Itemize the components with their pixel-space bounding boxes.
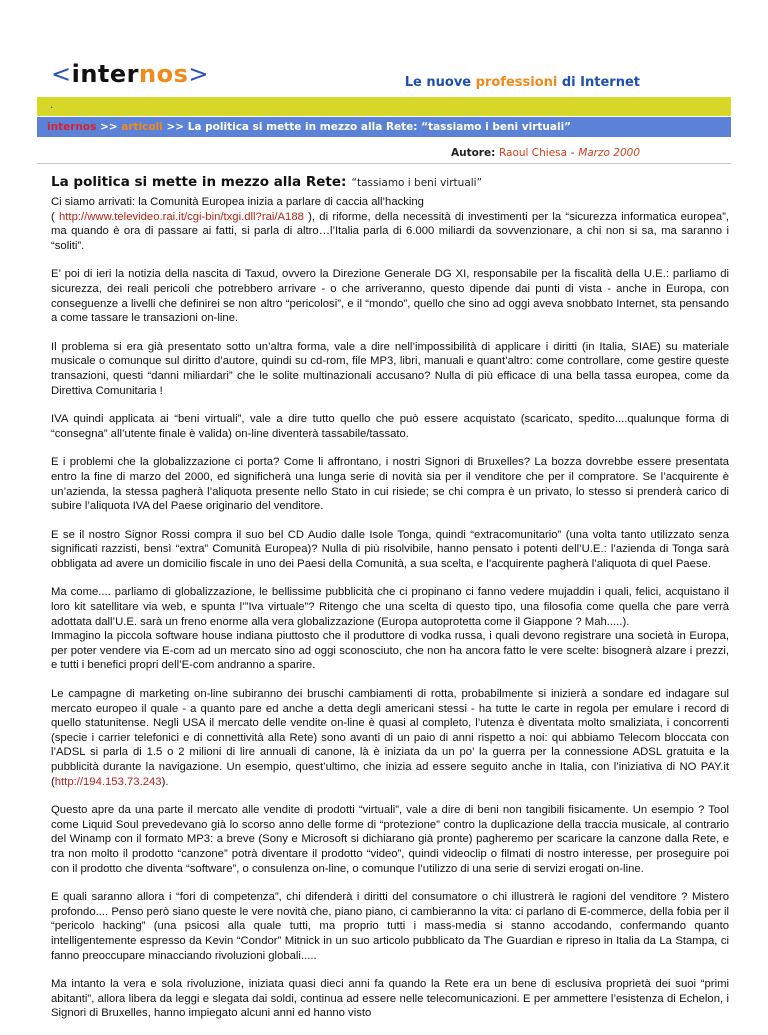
paragraph-text: ). <box>161 775 169 788</box>
paragraph-text: Ci siamo arrivati: la Comunità Europea inizia a parlare di caccia all’hacking <box>51 196 424 208</box>
paragraph-text: Immagino la piccola software house indiana piuttosto che il produttore di vodka russa, i quali devono registrare una società in Europa, per poter vendere via E-com ad un mercato sino ad oggi sconosciuto, che non ha ancora fatto le vere scelte: bisognerà alzare i prezzi, e tutti i benefici propri dell’E-com andranno a sparire. <box>51 630 729 672</box>
article-date: Marzo 2000 <box>578 147 640 159</box>
logo-part-nos: nos <box>139 60 189 88</box>
tagline-word: professioni <box>475 75 558 90</box>
logo-close-bracket: > <box>188 60 209 88</box>
paragraph <box>51 687 729 789</box>
tagline-word: Le <box>404 75 422 90</box>
breadcrumb <box>37 117 731 137</box>
breadcrumb-separator: >> <box>100 121 118 133</box>
author-line <box>451 147 640 159</box>
site-tagline <box>405 75 640 90</box>
paragraph-text: ), di riforme, della necessità di investimenti per la “sicurezza informatica europea”, ma quando è ora di passare ai fatti, si parla di altro…l’Italia parla di 6.000 miliardi da sovvenzionare, a chi non si sa, ma saranno i “soliti”. <box>51 210 729 252</box>
article-body <box>51 195 729 1035</box>
header-bar <box>37 97 731 116</box>
paragraph: E’ poi di ieri la notizia della nascita di Taxud, ovvero la Direzione Generale DG XI, responsabile per la fiscalità della U.E.: parliamo di sicurezza, dei reali pericoli che potrebbero arrivare - o che arriveranno, questo dipende dai punti di vista - anche in Europa, con conseguenze a livelli che definirei se non altro “pericolosi”, e il “mondo”, quello che sino ad oggi aveva snobbato Internet, sta pensando a come tassare le transazioni on-line. <box>51 268 729 325</box>
paragraph <box>51 585 729 673</box>
author-name: Raoul Chiesa <box>498 147 568 159</box>
breadcrumb-separator: >> <box>166 121 185 133</box>
author-label: Autore: <box>450 147 496 159</box>
article-title-main: La politica si mette in mezzo alla Rete: <box>51 174 347 190</box>
paragraph: Questo apre da una parte il mercato alle vendite di prodotti “virtuali”, vale a dire di beni non tangibili fisicamente. Un esempio ? Tool come Liquid Soul prevedevano già lo scorso anno delle forme di “protezione” contro la duplicazione della traccia musicale, al contrario del Winamp con il formato MP3: a breve (Sony e Microsoft si dichiarano già pronte) pagheremo per scaricare la canzone dalla Rete, e tra non molto il prodotto “canzone” potrà diventare il prodotto “video”, quindi videoclip o filmati di nostro interesse, per proseguire poi con il prodotto che diventa “software”, o consulenza on-line, o comunque l’utilizzo di una serie di servizi erogati on-line. <box>51 804 729 875</box>
logo-open-bracket: < <box>51 60 72 88</box>
paragraph-text: Le campagne di marketing on-line subiranno dei bruschi cambiamenti di rotta, probabilmente si inizierà a sondare ed indagare sul mercato europeo il quale - a quanto pare ed anche a detta degli americani stessi - ha tutte le carte in regola per emulare i record di quello statunitense. Negli USA il mercato delle vendite on-line è quasi al completo, l’utenza è diventata molto smaliziata, i concorrenti (specie i carrier telefonici e di connettività alla Rete) sono avanti di un paio di anni rispetto a noi: qui abbiamo Telecom bloccata con l’ADSL si parla di 1.5 o 2 milioni di lire annuali di canone, là è iniziata da un po’ la guerra per la connessione ADSL gratuita e la pubblicità durante la navigazione. Un esempio, quest’ultimo, che inizia ad essere seguito anche in Italia, con l’iniziativa di NO PAY.it ( <box>51 688 729 788</box>
logo-part-inter: inter <box>71 60 140 88</box>
tagline-word: nuove <box>426 75 472 90</box>
author-separator: - <box>570 147 575 159</box>
breadcrumb-home-link[interactable]: internos <box>47 121 97 133</box>
tagline-word: di <box>561 75 576 90</box>
televideo-link[interactable]: http://www.televideo.rai.it/cgi-bin/txgi.dll?rai/A188 <box>59 210 304 223</box>
paragraph: E quali saranno allora i “fori di competenza”, chi difenderà i diritti del consumatore o chi illustrerà le ragioni del venditore ? Mistero profondo.... Penso però siano queste le vere novità che, piano piano, ci cambieranno la vita: ci parlano di E-commerce, della fobia per il “pericolo hacking” (una psicosi alla quale tutti, ma proprio tutti i mass-media si stanno accodando, confermando quanto intelligentemente espresso da Kevin “Condor” Mitnick in un suo articolo pubblicato da The Guardian e ripreso in Italia da La Stampa, ci fanno preoccupare minacciando rivoluzioni globali..... <box>51 891 729 962</box>
tagline-word: Internet <box>580 75 640 90</box>
paragraph: Ma intanto la vera e sola rivoluzione, iniziata quasi dieci anni fa quando la Rete era un bene di esclusiva proprietà dei suoi “primi abitanti”, allora libera da leggi e slegata dai soldi, continua ad essere nelle telecomunicazioni. E per ammettere l’esistenza di Echelon, i Signori di Bruxelles, hanno impiegato alcuni anni ed hanno visto <box>51 978 729 1020</box>
paragraph: E i problemi che la globalizzazione ci porta? Come li affrontano, i nostri Signori di Bruxelles? La bozza dovrebbe essere presentata entro la fine di marzo del 2000, ed significherà una lunga serie di novità sia per il venditore che per il compratore. Se l’acquirente è un’azienda, la stessa pagherà l’aliquota presente nello Stato in cui risiede; se chi compra è un privato, lo stesso si prenderà carico di subire l’aliquota IVA del Paese originario del venditore. <box>51 456 729 513</box>
header-bar-dot: . <box>50 97 54 111</box>
paragraph <box>51 195 729 253</box>
nopay-link[interactable]: http://194.153.73.243 <box>54 775 162 788</box>
article-title-sub: “tassiamo i beni virtuali” <box>351 177 483 189</box>
paragraph-text: ( <box>51 210 60 223</box>
breadcrumb-articoli-link[interactable]: articoli <box>121 121 163 133</box>
divider <box>37 163 731 164</box>
breadcrumb-current: La politica si mette in mezzo alla Rete: “tassiamo i beni virtuali” <box>187 121 572 133</box>
paragraph: IVA quindi applicata ai “beni virtuali”, vale a dire tutto quello che può essere acquistato (scaricato, spedito....qualunque forma di “consegna” all’utente finale è valida) on-line diventerà tassabile/tassato. <box>51 413 729 440</box>
paragraph: Il problema si era già presentato sotto un’altra forma, vale a dire nell’impossibilità di applicare i diritti (in Italia, SIAE) su materiale musicale o comunque sul diritto d’autore, quindi su cd-rom, file MP3, libri, manuali e quant’altro: come controllare, come gestire queste transazioni, questi “danni miliardari” che le solite multinazionali accusano? Nulla di più efficace di una bella tassa europea, come da Direttiva Comunitaria ! <box>51 340 729 397</box>
paragraph-text: Ma come.... parliamo di globalizzazione, le bellissime pubblicità che ci propinano ci fanno vedere mujaddin i quali, felici, acquistano il loro kit satellitare via web, e spunta l’”Iva virtuale”? Ritengo che una scelta di questo tipo, una filosofia come quella che pare verrà adottata dall’U.E. sarà un freno enorme alla vera globalizzazione (Europa autoprotetta come il Giappone ? Mah.....). <box>51 586 729 628</box>
site-logo[interactable] <box>51 60 209 88</box>
article-title <box>51 171 482 190</box>
paragraph: E se il nostro Signor Rossi compra il suo bel CD Audio dalle Isole Tonga, quindi “extracomunitario” (una volta tanto utilizzato senza significati razzisti, bensì “extra” Comunità Europea)? Nulla di più risolvibile, hanno pensato i potenti dell’U.E.: l’azienda di Tonga sarà obbligata ad avere un domicilio fiscale in uno dei Paesi della Comunità, a sua scelta, e l’acquirente pagherà l’aliquota di quel Paese. <box>51 528 729 570</box>
